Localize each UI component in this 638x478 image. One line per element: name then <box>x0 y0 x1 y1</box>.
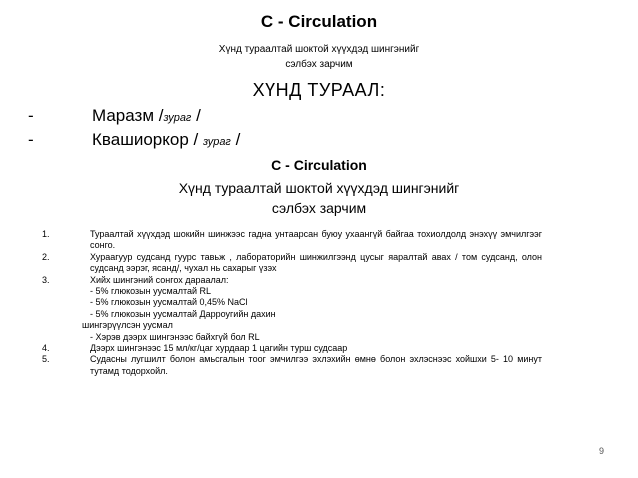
fluid-option-continuation: шингэрүүлсэн уусмал <box>82 320 173 331</box>
slide-title-top: С - Circulation <box>260 12 378 31</box>
step-text: Судасны лугшилт болон амьсгалын тоог эмчилгээ эхлэхийн өмнө болон эхлэснээс хойшхи 5- 10 минут тутамд тодорхойл. <box>90 354 542 376</box>
bullet-item-kwashiorkor <box>28 130 240 150</box>
fluid-option: - 5% глюкозын уусмалтай RL <box>90 286 212 297</box>
procedure-step <box>42 354 542 377</box>
bullet-text: Квашиоркор / <box>92 130 203 149</box>
step-number: 1. <box>42 229 50 239</box>
slide-subtitle-second <box>0 178 638 218</box>
step-number: 5. <box>42 354 50 365</box>
subtitle-top-line-1: Хүнд тураалтай шоктой хүүхдэд шингэнийг <box>218 44 420 55</box>
bullet-dash: - <box>28 106 34 125</box>
subtitle-top-line-2: сэлбэх зарчим <box>285 59 353 70</box>
step-text: Тураалтай хүүхдэд шокийн шинжээс гадна унтаарсан буюу ухаангүй байгаа тохиолдолд энэхүү эмчилгээг сонго. <box>90 229 542 251</box>
bullet-text: Маразм / <box>92 106 164 125</box>
procedure-step <box>42 343 542 354</box>
bullet-tail: / <box>191 106 201 125</box>
fluid-option: - 5% глюкозын уусмалтай Дарроугийн дахин <box>90 308 276 319</box>
step-text: Дээрх шингэнээс 15 мл/кг/цаг хурдаар 1 цагийн турш судсаар <box>90 343 348 354</box>
subtitle-second-line-2: сэлбэх зарчим <box>271 200 367 216</box>
bullet-item-marasmus <box>28 106 201 126</box>
step-text: Хийх шингэний сонгох дараалал: <box>90 274 229 285</box>
fluid-option: - Хэрэв дээрх шингэнээс байхгүй бол RL <box>90 331 260 342</box>
procedure-step <box>42 252 542 275</box>
bullet-dash: - <box>28 130 34 149</box>
subtitle-second-line-1: Хүнд тураалтай шоктой хүүхдэд шингэнийг <box>178 180 460 196</box>
bullet-italic-note: зураг <box>163 112 192 124</box>
page-number: 9 <box>598 446 604 456</box>
slide-subtitle-top <box>0 42 638 72</box>
bullet-tail: / <box>230 130 241 149</box>
bullet-italic-note: зураг <box>202 136 231 148</box>
step-number: 2. <box>42 251 50 262</box>
section-heading: ХҮНД ТУРААЛ: <box>252 80 386 100</box>
procedure-steps-list <box>42 229 542 377</box>
step-number: 4. <box>42 343 50 354</box>
fluid-option: - 5% глюкозын уусмалтай 0,45% NaCl <box>90 297 248 308</box>
step-number: 3. <box>42 274 50 285</box>
procedure-step <box>42 229 542 252</box>
slide-title-second: С - Circulation <box>271 157 367 173</box>
step-text: Хураагуур судсанд гуурс тавьж , лабораторийн шинжилгээнд цусыг яаралтай авах / том судсанд, олон судсанд ээрэг, ясанд/, чухал нь сахарыг үзэх <box>90 251 542 274</box>
procedure-step <box>42 275 542 286</box>
